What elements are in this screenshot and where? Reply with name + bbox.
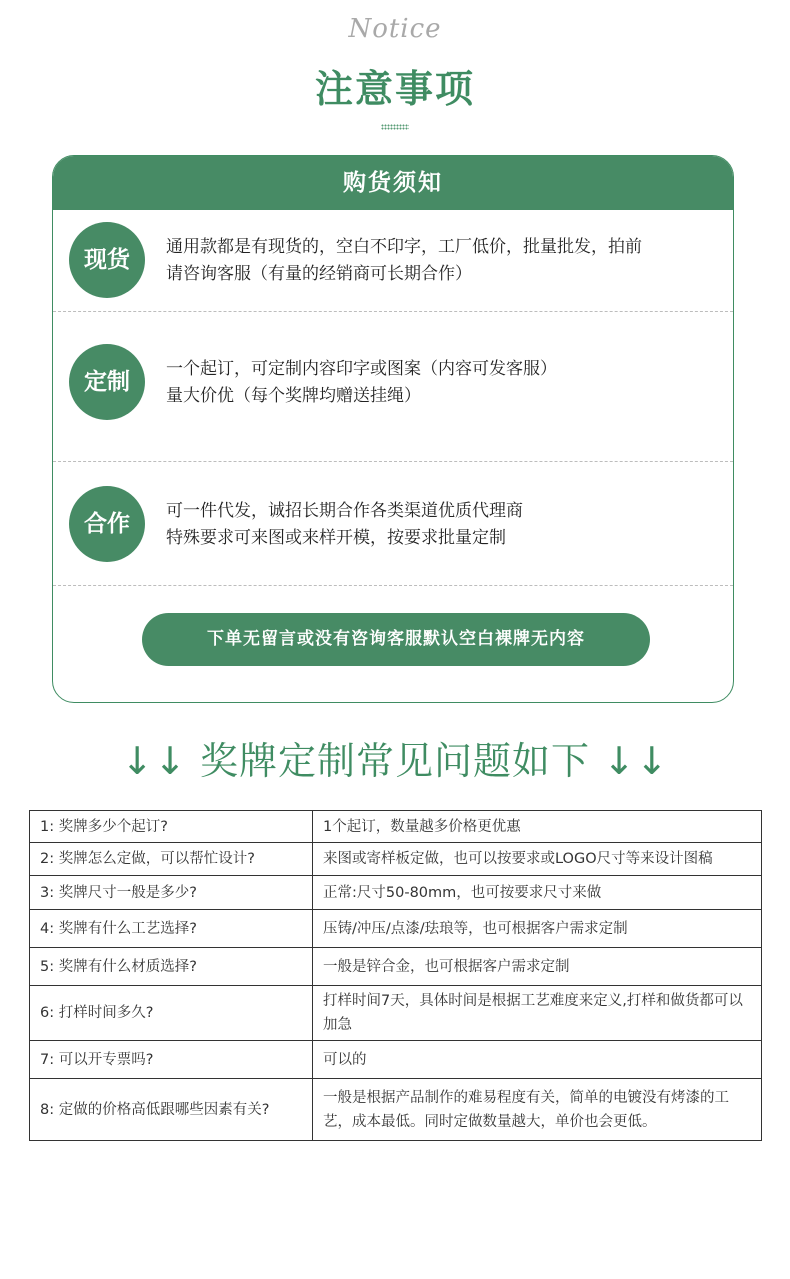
- notice-line: 量大价优（每个奖牌均赠送挂绳）: [166, 386, 421, 406]
- table-row: [30, 843, 762, 876]
- notice-item-text: [166, 498, 726, 552]
- faq-question: 2: 奖牌怎么定做，可以帮忙设计?: [30, 843, 313, 876]
- decorative-dots: [381, 124, 409, 130]
- table-row: [30, 986, 762, 1041]
- notice-item-cooperation: [53, 462, 733, 585]
- table-row: [30, 910, 762, 948]
- notice-item-text: [166, 234, 726, 288]
- faq-question: 3: 奖牌尺寸一般是多少?: [30, 876, 313, 910]
- default-blank-notice-banner: 下单无留言或没有咨询客服默认空白裸牌无内容: [142, 613, 650, 666]
- divider: [53, 585, 733, 586]
- faq-question: 7: 可以开专票吗?: [30, 1041, 313, 1079]
- notice-item-stock: [53, 210, 733, 311]
- notice-line: 可一件代发，诚招长期合作各类渠道优质代理商: [166, 501, 523, 521]
- table-row: [30, 948, 762, 986]
- table-row: [30, 811, 762, 843]
- faq-question: 6: 打样时间多久?: [30, 986, 313, 1041]
- faq-question: 4: 奖牌有什么工艺选择?: [30, 910, 313, 948]
- faq-answer: 正常:尺寸50-80mm，也可按要求尺寸来做: [313, 876, 762, 910]
- faq-question: 5: 奖牌有什么材质选择?: [30, 948, 313, 986]
- faq-answer: 可以的: [313, 1041, 762, 1079]
- faq-answer: 来图或寄样板定做，也可以按要求或LOGO尺寸等来设计图稿: [313, 843, 762, 876]
- faq-answer: 一般是根据产品制作的难易程度有关，简单的电镀没有烤漆的工艺，成本最低。同时定做数量越大，单价也会更低。: [313, 1079, 762, 1141]
- notice-line: 一个起订，可定制内容印字或图案（内容可发客服）: [166, 359, 557, 379]
- table-row: [30, 1079, 762, 1141]
- purchase-notice-card: [52, 155, 734, 703]
- faq-answer: 1个起订，数量越多价格更优惠: [313, 811, 762, 843]
- faq-question: 8: 定做的价格高低跟哪些因素有关?: [30, 1079, 313, 1141]
- notice-script-heading: Notice: [348, 14, 442, 44]
- purchase-notice-header: 购货须知: [53, 156, 733, 210]
- notice-line: 通用款都是有现货的，空白不印字，工厂低价，批量批发，拍前: [166, 237, 642, 257]
- notice-item-text: [166, 356, 726, 410]
- notice-line: 特殊要求可来图或来样开模，按要求批量定制: [166, 528, 506, 548]
- table-row: [30, 876, 762, 910]
- faq-answer: 打样时间7天，具体时间是根据工艺难度来定义,打样和做货都可以加急: [313, 986, 762, 1041]
- page-title: 注意事项: [314, 67, 475, 111]
- faq-answer: 一般是锌合金，也可根据客户需求定制: [313, 948, 762, 986]
- faq-question: 1: 奖牌多少个起订?: [30, 811, 313, 843]
- faq-answer: 压铸/冲压/点漆/珐琅等，也可根据客户需求定制: [313, 910, 762, 948]
- notice-item-custom: [53, 312, 733, 461]
- badge-cooperation: 合作: [69, 486, 145, 562]
- faq-table: [29, 810, 762, 1141]
- notice-line: 请咨询客服（有量的经销商可长期合作）: [166, 264, 472, 284]
- badge-custom: 定制: [69, 344, 145, 420]
- faq-heading: ↓↓ 奖牌定制常见问题如下 ↓↓: [121, 739, 669, 783]
- badge-stock: 现货: [69, 222, 145, 298]
- table-row: [30, 1041, 762, 1079]
